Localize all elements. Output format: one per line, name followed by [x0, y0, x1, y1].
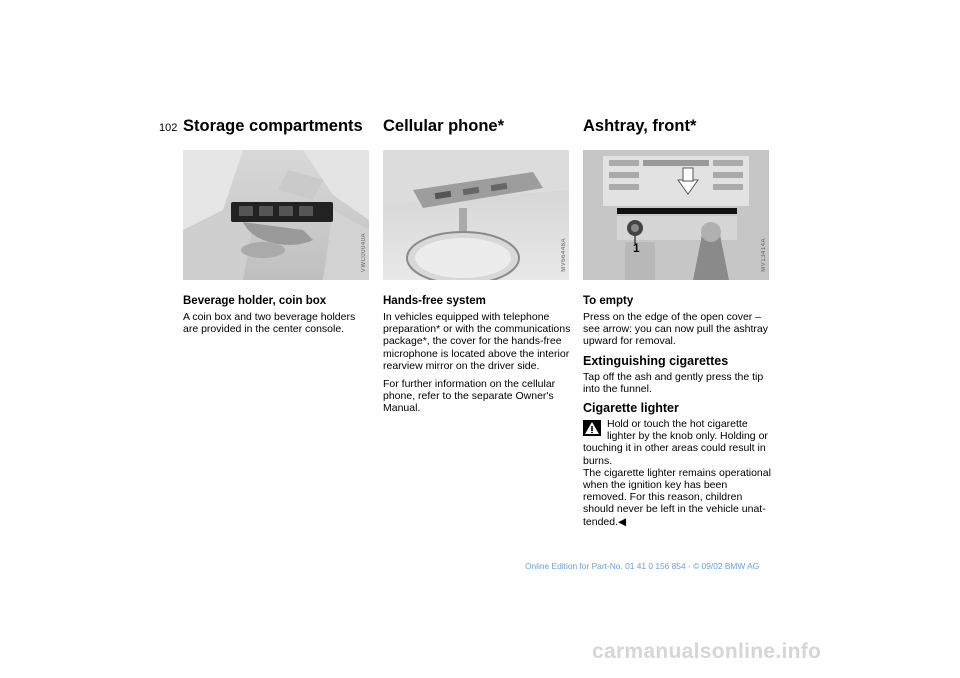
photo-beverage-holder: [183, 150, 369, 280]
column-storage: [183, 116, 373, 341]
warning-text: Hold or touch the hot cigarette lighter by the knob only. Holding or touching it in other areas could result in burns.: [583, 418, 768, 467]
heading-storage: Storage compartments: [183, 117, 363, 135]
footer-edition: Online Edition for Part-No. 01 41 0 156 854 - © 09/02 BMW AG: [525, 561, 760, 571]
subheading-cigarette-lighter: Cigarette lighter: [583, 401, 679, 416]
warning-block: [583, 418, 773, 467]
column-ashtray: [583, 116, 773, 534]
paragraph: Press on the edge of the open cover – see arrow: you can now pull the ashtray upward for removal.: [583, 311, 769, 348]
image-code: MV66448A: [561, 238, 567, 272]
paragraph: A coin box and two beverage holders are provided in the center console.: [183, 311, 356, 336]
image-code: MV13414A: [761, 238, 767, 272]
image-code: VWC00040A: [361, 232, 367, 272]
heading-ashtray: Ashtray, front*: [583, 117, 697, 135]
page-number: 102: [159, 122, 178, 134]
image-callout-1: 1: [633, 241, 640, 255]
heading-cellular: Cellular phone*: [383, 117, 505, 135]
watermark: carmanualsonline.info: [592, 640, 822, 663]
subheading-hands-free: Hands-free system: [383, 295, 486, 307]
subheading-extinguishing: Extinguishing cigarettes: [583, 353, 729, 368]
paragraph: In vehicles equipped with telephone preparation* or with the communications package*, the cover for the hands-free microphone is located above the interior rearview mirror on the driver side.: [383, 311, 571, 372]
paragraph: The cigarette lighter remains operational when the ignition key has been removed. For this reason, children should never be left in the vehicle unattended.◀: [583, 466, 771, 528]
subheading-beverage-holder: Beverage holder, coin box: [183, 295, 327, 307]
paragraph: For further information on the cellular phone, refer to the separate Owner's Manual.: [383, 378, 556, 415]
photo-ashtray: [583, 150, 769, 280]
subheading-to-empty: To empty: [583, 295, 634, 307]
column-cellular: [383, 116, 573, 421]
photo-mirror-microphone: [383, 150, 569, 280]
warning-triangle-icon: [583, 420, 601, 436]
paragraph: Tap off the ash and gently press the tip into the funnel.: [583, 370, 764, 395]
